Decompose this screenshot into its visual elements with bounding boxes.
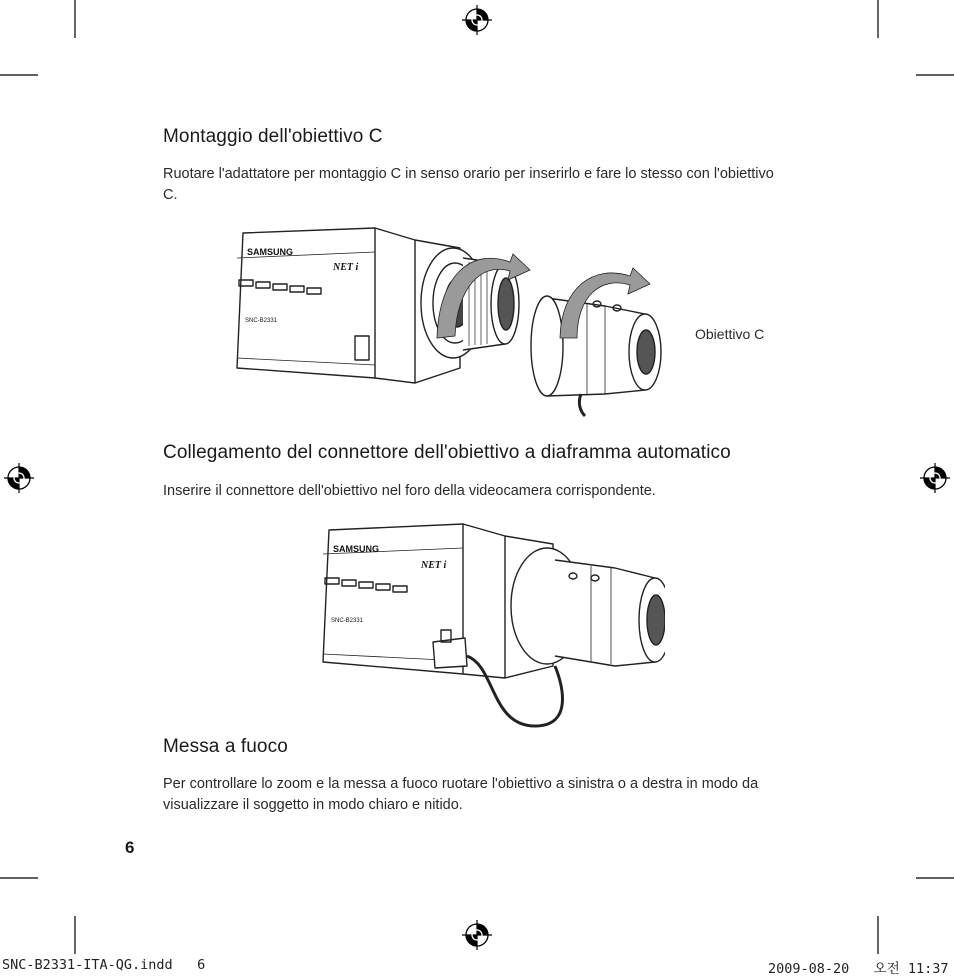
camera-series-label: NET i [333,262,359,273]
section-heading-c-mount: Montaggio dell'obiettivo C [163,126,383,147]
section-paragraph-auto-iris: Inserire il connettore dell'obiettivo nel foro della videocamera corrispondente. [163,483,656,499]
camera-brand-label: SAMSUNG [247,247,294,257]
footer-file-name: SNC-B2331-ITA-QG.indd 6 [2,957,206,973]
registration-mark-icon [4,463,34,493]
figure-caption-c-lens: Obiettivo C [695,326,765,342]
camera-model-label: SNC-B2331 [331,618,364,624]
registration-mark-icon [462,920,492,950]
section-heading-focus: Messa a fuoco [163,736,288,757]
camera-series-label: NET i [421,560,447,571]
section-heading-auto-iris: Collegamento del connettore dell'obiettivo a diaframma automatico [163,442,731,463]
auto-iris-connection-illustration [315,516,665,732]
registration-mark-icon [920,463,950,493]
page-number: 6 [125,838,135,857]
camera-model-label: SNC-B2331 [245,318,278,324]
section-paragraph-c-mount: Ruotare l'adattatore per montaggio C in senso orario per inserirlo e fare lo stesso con l'obiettivo C. [163,166,774,203]
footer-timestamp: 2009-08-20 오전 11:37 [768,961,949,977]
c-mount-lens-illustration [225,218,685,418]
section-paragraph-focus: Per controllare lo zoom e la messa a fuoco ruotare l'obiettivo a sinistra o a destra in modo da visualizzare il soggetto in modo chiaro e nitido. [163,776,759,813]
camera-brand-label: SAMSUNG [333,544,380,554]
registration-mark-icon [462,5,492,35]
